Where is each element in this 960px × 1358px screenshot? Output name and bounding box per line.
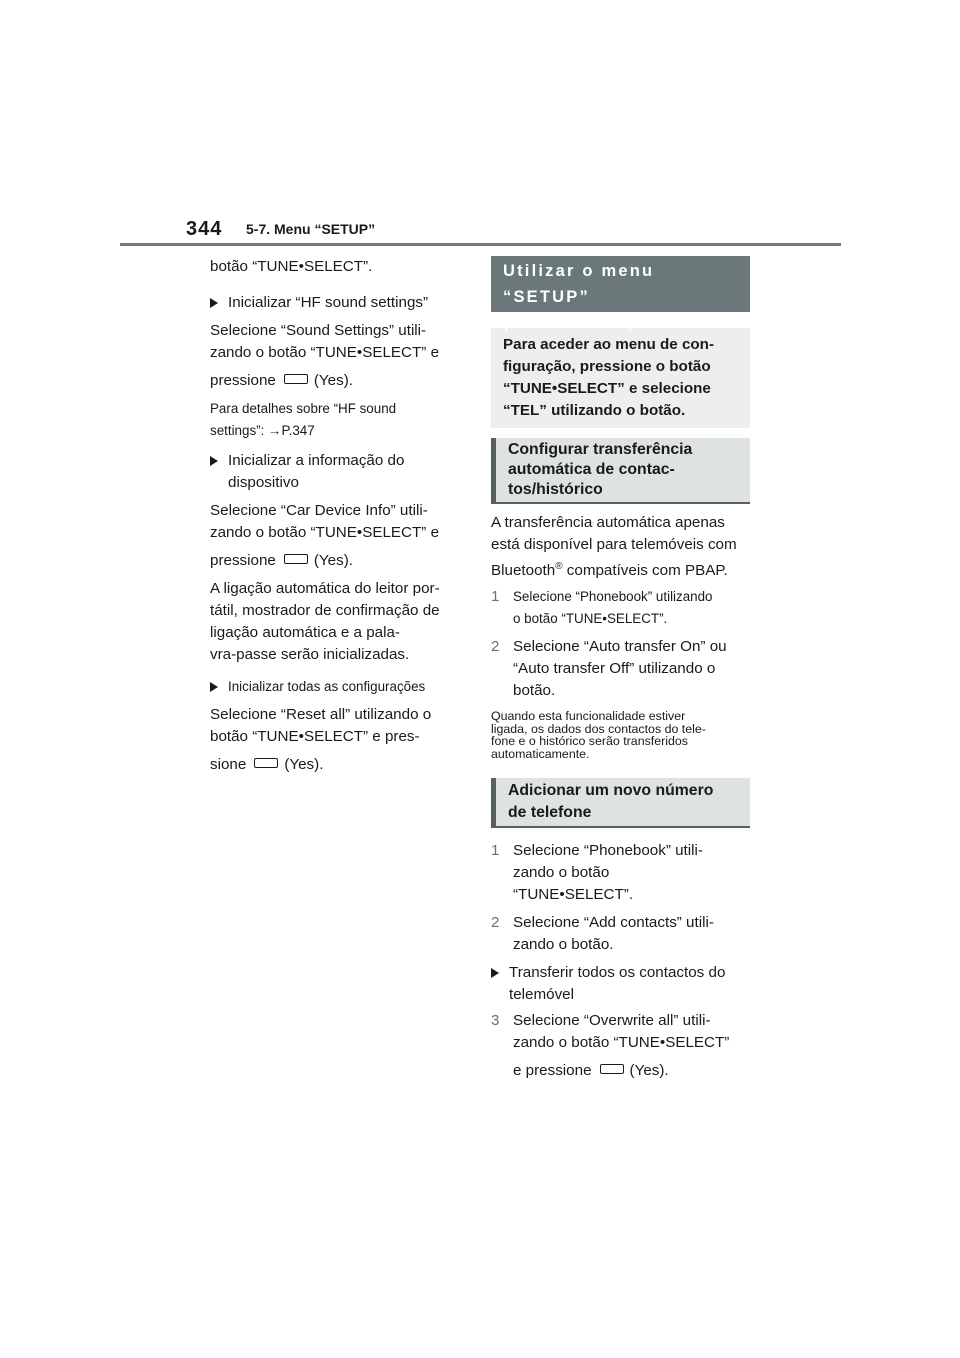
triangle-bullet-icon: [210, 682, 218, 692]
intro-text: botão “TUNE•SELECT”.: [210, 258, 373, 275]
page-number: 344: [186, 218, 223, 240]
heading-add-number: Adicionar um novo número de telefone: [491, 778, 750, 828]
transfer-all-title: Transferir todos os contactos do telemóvel: [491, 962, 750, 1006]
device-press: pressione (Yes).: [210, 552, 353, 569]
hf-reference: Para detalhes sobre “HF sound settings”: →P.347: [210, 401, 397, 438]
header-rule: [120, 243, 841, 246]
button-icon: [284, 374, 308, 384]
triangle-bullet-icon: [210, 456, 218, 466]
button-icon: [600, 1064, 624, 1074]
auto-transfer-description: A transferência automática apenas está disponível para telemóveis com Bluetooth® compatíveis com PBAP.: [491, 514, 737, 580]
left-column: [210, 256, 460, 776]
menu-banner: Utilizar o menu “SETUP” (Menu “TEL”): [491, 256, 750, 312]
triangle-bullet-icon: [210, 298, 218, 308]
hf-instruction: Selecione “Sound Settings” utili- zando o botão “TUNE•SELECT” e: [210, 322, 440, 361]
hf-press: pressione (Yes).: [210, 372, 353, 389]
step-item: 3 Selecione “Overwrite all” utili- zando o botão “TUNE•SELECT” e pressione (Yes).: [491, 1012, 730, 1080]
hf-title: Inicializar “HF sound settings”: [210, 292, 460, 314]
button-icon: [284, 554, 308, 564]
heading-auto-transfer: Configurar transferência automática de contac- tos/histórico: [491, 438, 750, 504]
step-item: 1 Selecione “Phonebook” utilizando o botão “TUNE•SELECT”.: [491, 588, 713, 627]
section-title: 5-7. Menu “SETUP”: [246, 221, 376, 237]
all-title: Inicializar todas as configurações: [210, 676, 460, 698]
device-title: Inicializar a informação do dispositivo: [210, 450, 460, 494]
all-press: sione (Yes).: [210, 756, 324, 773]
step-item: 2 Selecione “Auto transfer On” ou “Auto transfer Off” utilizando o botão.: [491, 638, 727, 700]
device-instruction: Selecione “Car Device Info” utili- zando o botão “TUNE•SELECT” e: [210, 502, 440, 541]
right-column: [491, 256, 750, 1082]
device-description: A ligação automática do leitor por- tátil, mostrador de confirmação de ligação automática e a pala- vra-passe serão inicializadas.: [210, 580, 440, 663]
button-icon: [254, 758, 278, 768]
note-text: Quando esta funcionalidade estiver ligada, os dados dos contactos do tele- fone e o histórico serão transferidos automaticamente.: [491, 709, 706, 761]
step-item: 1 Selecione “Phonebook” utili- zando o botão “TUNE•SELECT”.: [491, 842, 703, 904]
intro-box: Para aceder ao menu de con- figuração, pressione o botão “TUNE•SELECT” e selecione “TEL” utilizando o botão.: [491, 328, 750, 428]
step-item: 2 Selecione “Add contacts” utili- zando o botão.: [491, 914, 714, 954]
triangle-bullet-icon: [491, 968, 499, 978]
all-instruction: Selecione “Reset all” utilizando o botão “TUNE•SELECT” e pres-: [210, 706, 432, 745]
